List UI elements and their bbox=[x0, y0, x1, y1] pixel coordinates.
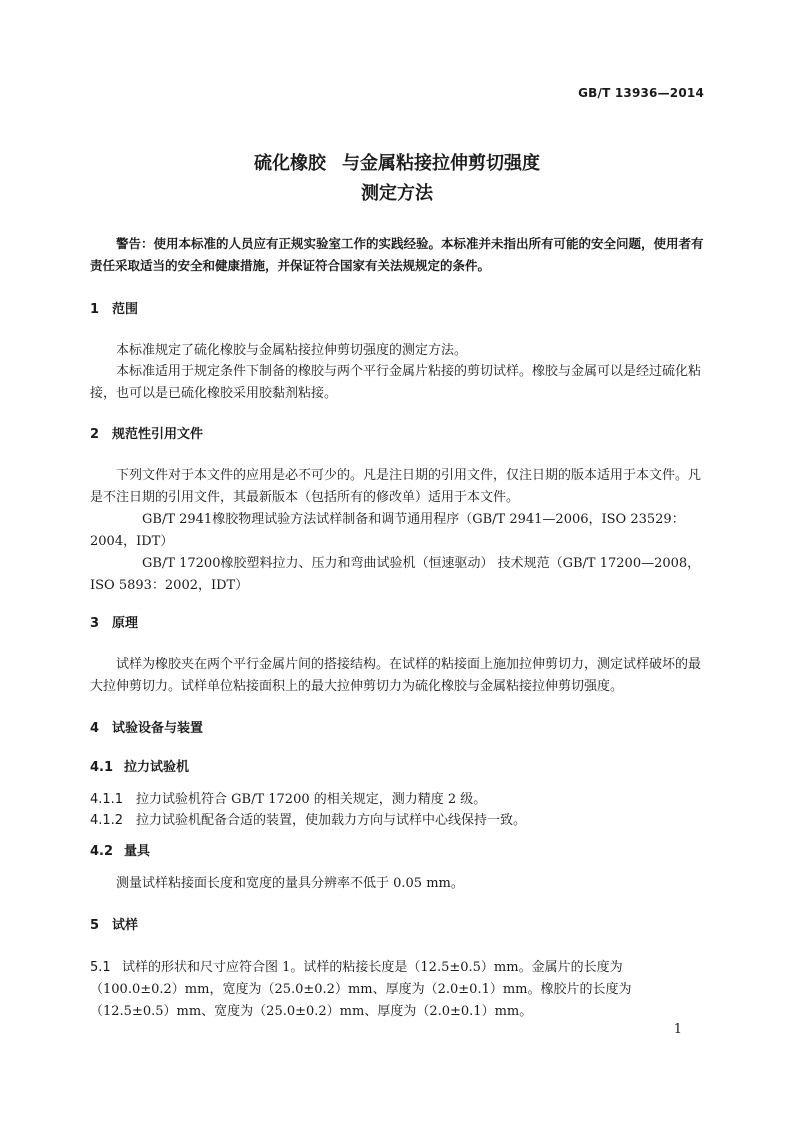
subsection-4-2-paragraph: 测量试样粘接面长度和宽度的量具分辨率不低于 0.05 mm。 bbox=[116, 876, 464, 891]
title-part1: 硫化橡胶 bbox=[254, 153, 326, 174]
section-3-heading bbox=[90, 614, 138, 634]
subsection-number: 4.1 bbox=[90, 760, 114, 775]
clause-5-1 bbox=[90, 957, 704, 1023]
section-title: 试验设备与装置 bbox=[112, 721, 204, 736]
page-number: 1 bbox=[673, 1022, 682, 1037]
section-2-heading bbox=[90, 425, 203, 445]
section-2-paragraph-1: 下列文件对于本文件的应用是必不可少的。凡是注日期的引用文件，仅注日期的版本适用于本文件。凡是不注日期的引用文件，其最新版本（包括所有的修改单）适用于本文件。 bbox=[90, 468, 702, 505]
reference-id: GB/T 17200 bbox=[142, 556, 221, 571]
subsection-4-1-heading bbox=[90, 758, 189, 778]
title-part2: 与金属粘接拉伸剪切强度 bbox=[342, 153, 540, 174]
standard-code: GB/T 13936—2014 bbox=[578, 86, 704, 100]
section-title: 试样 bbox=[112, 918, 139, 933]
clause-4-1-1 bbox=[90, 789, 704, 811]
section-1-paragraph-1: 本标准规定了硫化橡胶与金属粘接拉伸剪切强度的测定方法。 bbox=[116, 343, 468, 358]
section-number: 4 bbox=[90, 721, 100, 736]
section-title: 规范性引用文件 bbox=[112, 427, 204, 442]
section-3-paragraph-1: 试样为橡胶夹在两个平行金属片间的搭接结构。在试样的粘接面上施加拉伸剪切力，测定试样破坏的最大拉伸剪切力。试样单位粘接面积上的最大拉伸剪切力为硫化橡胶与金属粘接拉伸剪切强度。 bbox=[90, 657, 702, 694]
warning-paragraph: 警告：使用本标准的人员应有正规实验室工作的实践经验。本标准并未指出所有可能的安全问题，使用者有责任采取适当的安全和健康措施，并保证符合国家有关法规规定的条件。 bbox=[90, 236, 704, 273]
section-4-heading bbox=[90, 719, 203, 739]
clause-text: 试样的形状和尺寸应符合图 1。试样的粘接长度是（12.5±0.5）mm。金属片的长度为（100.0±0.2）mm，宽度为（25.0±0.2）mm、厚度为（2.0±0.1）mm。橡胶片的长度为（12.5±0.5）mm、宽度为（25.0±0.2）mm、厚度为（2.0±0.1）mm。 bbox=[90, 960, 632, 1019]
section-5-heading bbox=[90, 916, 138, 936]
section-1-paragraph-2: 本标准适用于规定条件下制备的橡胶与两个平行金属片粘接的剪切试样。橡胶与金属可以是经过硫化粘接，也可以是已硫化橡胶采用胶黏剂粘接。 bbox=[90, 364, 702, 401]
reference-gbt-17200 bbox=[90, 553, 704, 597]
reference-id: GB/T 2941 bbox=[142, 512, 213, 527]
clause-number: 5.1 bbox=[90, 960, 111, 975]
section-title: 范围 bbox=[112, 302, 139, 317]
section-number: 3 bbox=[90, 616, 100, 631]
section-1-heading bbox=[90, 300, 138, 320]
section-number: 5 bbox=[90, 918, 100, 933]
subsection-number: 4.2 bbox=[90, 844, 114, 859]
clause-number: 4.1.1 bbox=[90, 792, 124, 807]
reference-text: 橡胶塑料拉力、压力和弯曲试验机（恒速驱动） 技术规范（GB/T 17200—2008，ISO 5893：2002，IDT） bbox=[90, 556, 701, 593]
reference-gbt-2941 bbox=[90, 509, 704, 553]
section-number: 1 bbox=[90, 302, 100, 317]
subsection-title: 拉力试验机 bbox=[124, 760, 190, 775]
clause-number: 4.1.2 bbox=[90, 813, 124, 828]
clause-4-1-2 bbox=[90, 810, 704, 832]
clause-text: 拉力试验机配备合适的装置，使加载力方向与试样中心线保持一致。 bbox=[136, 813, 527, 828]
clause-text: 拉力试验机符合 GB/T 17200 的相关规定，测力精度 2 级。 bbox=[136, 792, 487, 807]
section-number: 2 bbox=[90, 427, 100, 442]
subsection-title: 量具 bbox=[124, 844, 151, 859]
reference-text: 橡胶物理试验方法试样制备和调节通用程序（GB/T 2941—2006，ISO 23529：2004，IDT） bbox=[90, 512, 685, 549]
subsection-4-2-heading bbox=[90, 842, 150, 862]
document-title-line2: 测定方法 bbox=[361, 183, 433, 204]
section-title: 原理 bbox=[112, 616, 139, 631]
document-title-line1 bbox=[0, 150, 794, 178]
